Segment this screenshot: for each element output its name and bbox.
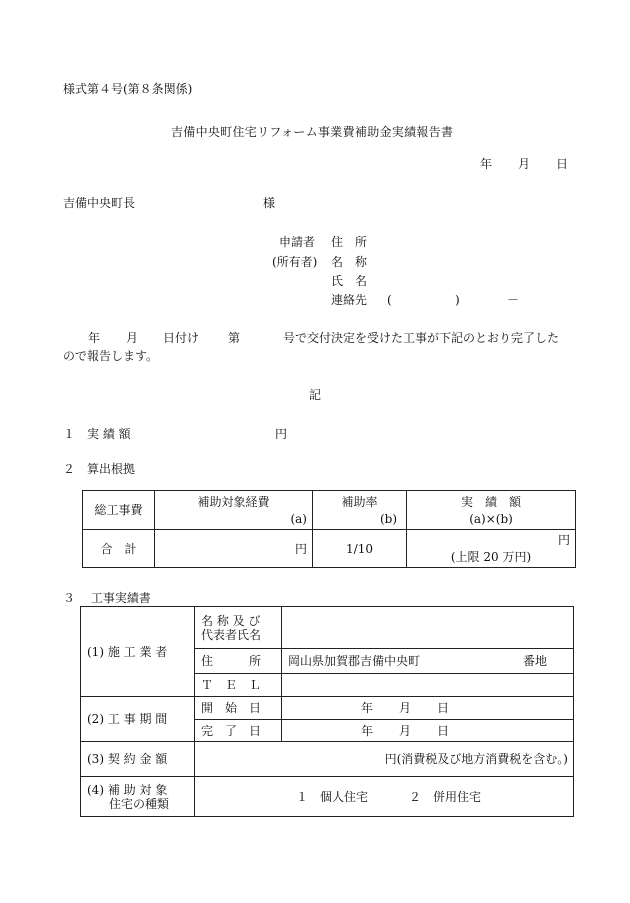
applicant-role: 申請者 [279, 235, 316, 249]
body-day: 日付け [163, 331, 200, 345]
contractor-name-label [195, 607, 282, 649]
row-target-unit: 円 [155, 530, 313, 568]
contractor-address-suffix: 番地 [522, 654, 547, 668]
addressee-honorific: 様 [263, 196, 276, 210]
applicant-contact-label: 連絡先 [331, 293, 368, 307]
housing-options [195, 777, 574, 817]
contractor-address-text: 岡山県加賀郡吉備中央町 [288, 654, 421, 668]
contact-paren-close: ) [455, 293, 460, 307]
contractor-address-label: 住 所 [195, 649, 282, 674]
applicant-name-label: 名 称 [331, 255, 368, 269]
contractor-tel-label: Ｔ Ｅ Ｌ [195, 674, 282, 697]
date-month-label: 月 [518, 157, 531, 171]
period-start-value [282, 697, 574, 720]
ki-heading: 記 [309, 388, 322, 402]
period-start-month: 月 [399, 701, 412, 715]
period-end-day: 日 [437, 724, 450, 738]
body-year: 年 [88, 331, 101, 345]
period-end-value [282, 720, 574, 742]
header-rate-label: 補助率 [341, 495, 378, 509]
period-start-label: 開 始 日 [195, 697, 282, 720]
section1-label: １ 実 績 額 [63, 427, 131, 441]
body-line1-rest: 号で交付決定を受けた工事が下記のとおり完了した [283, 331, 560, 345]
header-target-cost-label: 補助対象経費 [197, 495, 270, 509]
header-rate [313, 491, 407, 530]
contractor-label: (1) 施 工 業 者 [81, 607, 195, 697]
section1-unit: 円 [275, 427, 288, 441]
header-target-cost-sub: (a) [290, 512, 307, 526]
contractor-tel-value [282, 674, 574, 697]
row-result-unit: 円 [557, 533, 570, 547]
form-number: 様式第４号(第８条関係) [63, 82, 193, 96]
row-result [407, 530, 576, 568]
housing-label-line1: (4) 補 助 対 象 [87, 782, 168, 797]
applicant-address-label: 住 所 [331, 235, 368, 249]
housing-label-line2: 住宅の種類 [109, 796, 170, 811]
body-month: 月 [126, 331, 139, 345]
housing-option-combined: ２ 併用住宅 [409, 790, 482, 804]
contractor-name-label-line1: 名 称 及 び [201, 613, 261, 628]
contractor-name-value [282, 607, 574, 649]
row-total-label: 合 計 [83, 530, 155, 568]
addressee-name: 吉備中央町長 [63, 196, 136, 210]
row-rate-value: 1/10 [313, 530, 407, 568]
date-year-label: 年 [480, 157, 493, 171]
row-result-note: (上限 20 万円) [450, 550, 532, 564]
housing-option-individual: １ 個人住宅 [296, 790, 369, 804]
applicant-role-sub: (所有者) [272, 255, 318, 269]
document-title: 吉備中央町住宅リフォーム事業費補助金実績報告書 [171, 125, 454, 139]
contractor-name-label-line2: 代表者氏名 [201, 627, 262, 642]
period-label: (2) 工 事 期 間 [81, 697, 195, 742]
housing-label [81, 777, 195, 817]
header-result [407, 491, 576, 530]
header-result-label: 実 績 額 [460, 495, 521, 509]
contract-label: (3) 契 約 金 額 [81, 742, 195, 777]
header-target-cost [155, 491, 313, 530]
header-result-sub: (a)×(b) [469, 512, 513, 526]
period-start-day: 日 [437, 701, 450, 715]
contact-paren-open: ( [387, 293, 392, 307]
header-rate-sub: (b) [379, 512, 397, 526]
body-line2: ので報告します。 [63, 349, 159, 363]
period-end-month: 月 [399, 724, 412, 738]
header-total-cost: 総工事費 [83, 491, 155, 530]
work-record-table [80, 606, 574, 817]
section3-label: ３ 工事実績書 [63, 591, 151, 605]
period-end-label: 完 了 日 [195, 720, 282, 742]
date-day-label: 日 [556, 157, 569, 171]
body-number-prefix: 第 [228, 331, 241, 345]
section2-label: ２ 算出根拠 [63, 462, 136, 476]
contractor-address-value [282, 649, 574, 674]
contact-dash: － [507, 293, 520, 307]
period-end-year: 年 [361, 724, 374, 738]
applicant-person-label: 氏 名 [331, 274, 368, 288]
contract-value: 円(消費税及び地方消費税を含む。) [195, 742, 574, 777]
period-start-year: 年 [361, 701, 374, 715]
calculation-table [82, 490, 576, 568]
